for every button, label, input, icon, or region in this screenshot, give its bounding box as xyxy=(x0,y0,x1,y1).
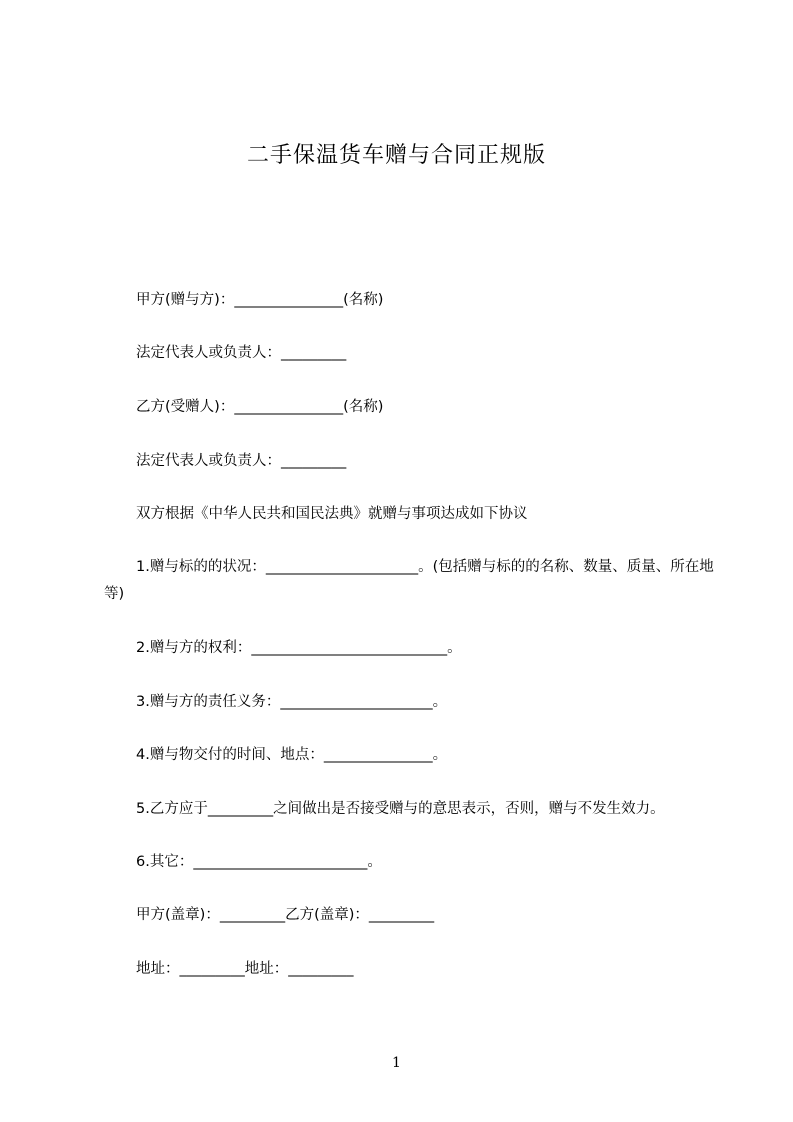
party-a-representative-line: 法定代表人或负责人：_________ xyxy=(136,345,347,361)
agreement-intro-line: 双方根据《中华人民共和国民法典》就赠与事项达成如下协议 xyxy=(136,506,528,522)
clause-1: 1.赠与标的的状况：_____________________。(包括赠与标的的名称、数量、质量、所在地等) xyxy=(104,559,714,602)
clause-6: 6.其它：________________________。 xyxy=(136,854,382,870)
document-title: 二手保温货车赠与合同正规版 xyxy=(246,143,546,168)
party-b-representative-line: 法定代表人或负责人：_________ xyxy=(136,453,347,469)
seal-line: 甲方(盖章)：_________乙方(盖章)：_________ xyxy=(136,907,435,923)
page-number: 1 xyxy=(392,1055,401,1071)
address-line: 地址：_________地址：_________ xyxy=(136,961,354,977)
clause-2: 2.赠与方的权利：___________________________。 xyxy=(136,640,462,656)
clause-3: 3.赠与方的责任义务：_____________________。 xyxy=(136,694,448,710)
party-b-line: 乙方(受赠人)：_______________(名称) xyxy=(136,399,384,415)
clause-4: 4.赠与物交付的时间、地点：_______________。 xyxy=(136,747,448,763)
party-a-line: 甲方(赠与方)：_______________(名称) xyxy=(136,292,384,308)
clause-5: 5.乙方应于_________之间做出是否接受赠与的意思表示，否则，赠与不发生效力。 xyxy=(136,801,665,817)
